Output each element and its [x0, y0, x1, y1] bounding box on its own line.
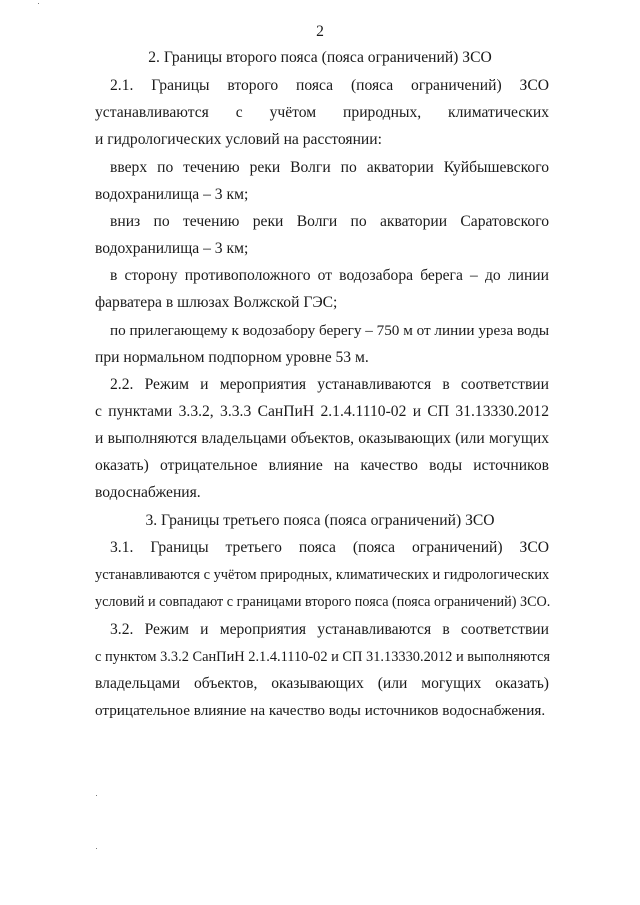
- section-3-heading: 3. Границы третьего пояса (пояса ограничений) ЗСО: [145, 512, 495, 529]
- page-number: 2: [316, 23, 324, 40]
- upstream-line: водохранилища – 3 км;: [95, 186, 249, 203]
- downstream-line: вниз по течению реки Волги по акватории Саратовского: [110, 213, 549, 230]
- upstream-line: вверх по течению реки Волги по акватории Куйбышевского: [110, 159, 549, 176]
- scan-speck: [96, 848, 97, 849]
- opposite-bank-line: в сторону противоположного от водозабора берега – до линии: [110, 267, 549, 284]
- paragraph-2-1-line: 2.1. Границы второго пояса (пояса ограничений) ЗСО: [110, 77, 549, 94]
- paragraph-3-2-line: 3.2. Режим и мероприятия устанавливаются в соответствии: [110, 621, 549, 638]
- paragraph-2-2-line: 2.2. Режим и мероприятия устанавливаются в соответствии: [110, 376, 549, 393]
- paragraph-2-2-line: водоснабжения.: [95, 484, 201, 501]
- downstream-line: водохранилища – 3 км;: [95, 240, 249, 257]
- scan-speck: [38, 3, 39, 4]
- paragraph-3-2-line: владельцами объектов, оказывающих (или могущих оказать): [95, 675, 549, 692]
- paragraph-3-2-line: отрицательное влияние на качество воды источников водоснабжения.: [95, 702, 546, 719]
- paragraph-3-1-line: 3.1. Границы третьего пояса (пояса ограничений) ЗСО: [110, 539, 549, 556]
- scan-speck: [96, 795, 97, 796]
- paragraph-3-1-line: условий и совпадают с границами второго пояса (пояса ограничений) ЗСО.: [95, 594, 551, 610]
- paragraph-2-2-line: оказать) отрицательное влияние на качество воды источников: [95, 457, 549, 474]
- paragraph-2-1-line: устанавливаются с учётом природных, климатических: [95, 104, 549, 121]
- paragraph-2-1-line: и гидрологических условий на расстоянии:: [95, 131, 382, 148]
- paragraph-2-2-line: и выполняются владельцами объектов, оказывающих (или могущих: [95, 430, 549, 447]
- paragraph-3-2-line: с пунктом 3.3.2 СанПиН 2.1.4.1110-02 и СП 31.13330.2012 и выполняются: [95, 649, 550, 665]
- adjacent-bank-line: по прилегающему к водозабору берегу – 750 м от линии уреза воды: [110, 322, 550, 339]
- paragraph-3-1-line: устанавливаются с учётом природных, климатических и гидрологических: [95, 567, 550, 583]
- adjacent-bank-line: при нормальном подпорном уровне 53 м.: [95, 349, 369, 366]
- paragraph-2-2-line: с пунктами 3.3.2, 3.3.3 СанПиН 2.1.4.1110-02 и СП 31.13330.2012: [95, 403, 549, 420]
- opposite-bank-line: фарватера в шлюзах Волжской ГЭС;: [95, 294, 338, 311]
- section-2-heading: 2. Границы второго пояса (пояса ограничений) ЗСО: [148, 49, 492, 66]
